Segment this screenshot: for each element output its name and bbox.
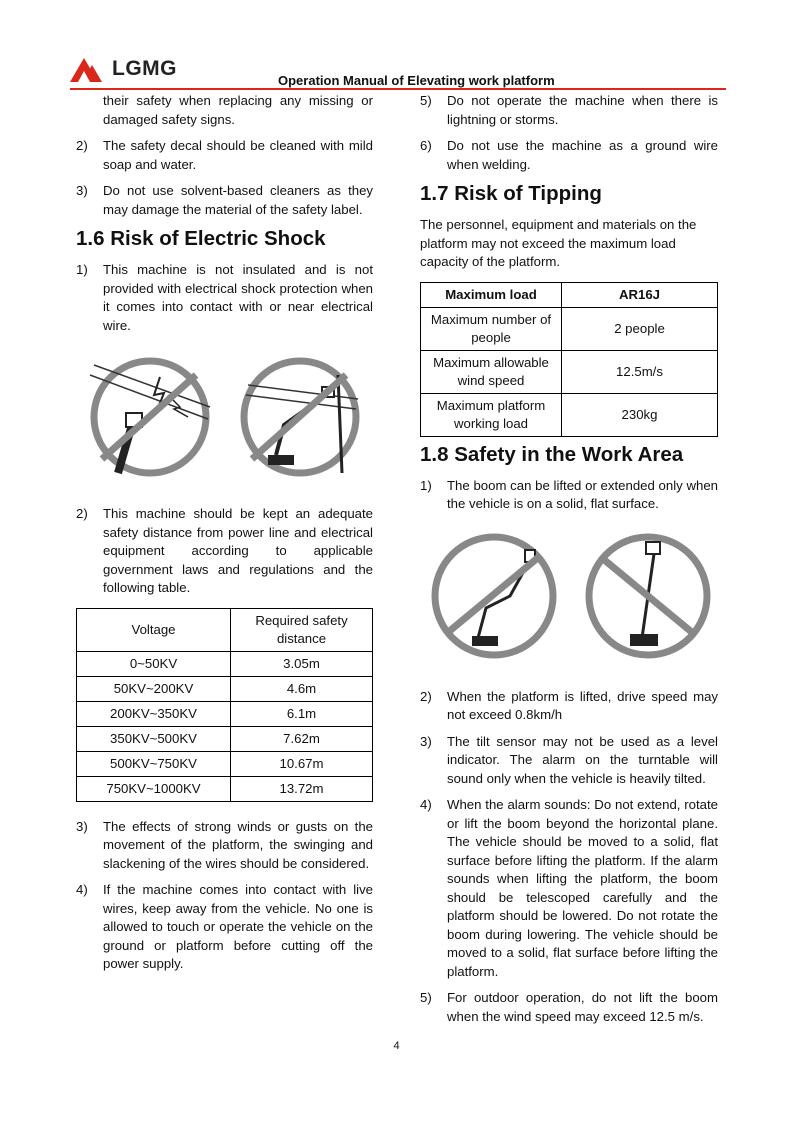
page-header-title: Operation Manual of Elevating work platform [278, 73, 555, 88]
right-column [420, 92, 718, 1034]
section-heading-tipping: 1.7 Risk of Tipping [420, 182, 602, 205]
table-row: Maximum number of people 2 people [421, 307, 718, 350]
list-item: 5) Do not operate the machine when there is lightning or storms. [420, 93, 718, 127]
list-item: 3) Do not use solvent-based cleaners as they may damage the material of the safety label. [76, 183, 373, 217]
table-header-row: Maximum load AR16J [421, 282, 718, 307]
list-item: 2) This machine should be kept an adequate safety distance from power line and electrical equipment according to applicable government laws and regulations and the following table. [76, 506, 373, 595]
logo-text: LGMG [112, 57, 177, 80]
maximum-load-table [420, 282, 718, 437]
tipping-paragraph: The personnel, equipment and materials on the platform may not exceed the maximum load capacity of the platform. [420, 217, 697, 269]
list-item: 2) When the platform is lifted, drive speed may not exceed 0.8km/h [420, 688, 718, 722]
voltage-safety-distance-table [76, 608, 373, 802]
prohibited-lift-on-slope-icon [428, 530, 560, 662]
section-heading-work-area: 1.8 Safety in the Work Area [420, 442, 684, 466]
list-item: 3) The tilt sensor may not be used as a level indicator. The alarm on the turntable will sound only when the vehicle is heavily tilted. [420, 733, 718, 786]
list-item: 5) For outdoor operation, do not lift the boom when the wind speed may exceed 12.5 m/s. [420, 990, 718, 1024]
table-row: Maximum platform working load 230kg [421, 393, 718, 436]
list-item: 3) The effects of strong winds or gusts on the movement of the platform, the swinging and slackening of the wires should be considered. [76, 818, 373, 871]
table-row: 350KV~500KV 7.62m [77, 726, 373, 751]
section-heading-electric-shock: 1.6 Risk of Electric Shock [76, 227, 326, 250]
work-area-illustrations [428, 526, 714, 666]
prohibited-boom-near-pole-icon [238, 355, 363, 480]
list-item: 1) The boom can be lifted or extended only when the vehicle is on a solid, flat surface. [420, 477, 718, 511]
page-number: 4 [393, 1040, 400, 1052]
prohibited-wire-contact-icon [88, 355, 213, 480]
table-header-row: Voltage Required safety distance [77, 608, 373, 651]
table-row: 0~50KV 3.05m [77, 651, 373, 676]
electric-shock-illustrations [88, 347, 363, 487]
left-column [76, 92, 373, 982]
table-row: 200KV~350KV 6.1m [77, 701, 373, 726]
table-row: 750KV~1000KV 13.72m [77, 776, 373, 801]
list-item: 6) Do not use the machine as a ground wire when welding. [420, 138, 718, 172]
list-item: 1) This machine is not insulated and is not provided with electrical shock protection when it comes into contact with or near electrical wire. [76, 262, 373, 333]
list-item: 4) When the alarm sounds: Do not extend, rotate or lift the boom beyond the horizontal plane. The vehicle should be moved to a solid, flat surface before lifting the platform. If the alarm sounds when lifting the platform, the boom should be telescoped carefully and the platform should be lowered. Do not rotate the boom during lowering. The vehicle should be moved to a solid, flat surface before lifting the platform. [420, 797, 718, 979]
table-row: 500KV~750KV 10.67m [77, 751, 373, 776]
table-row: 50KV~200KV 4.6m [77, 676, 373, 701]
list-item: 4) If the machine comes into contact with live wires, keep away from the vehicle. No one is allowed to touch or operate the vehicle on the ground or platform before cutting off the power supply. [76, 882, 373, 971]
lgmg-logo-icon [70, 54, 110, 84]
continued-text: their safety when replacing any missing or damaged safety signs. [103, 93, 373, 127]
table-row: Maximum allowable wind speed 12.5m/s [421, 350, 718, 393]
header-divider [70, 88, 726, 90]
list-item: 2) The safety decal should be cleaned with mild soap and water. [76, 138, 373, 172]
prohibited-lift-tilted-icon [582, 530, 714, 662]
